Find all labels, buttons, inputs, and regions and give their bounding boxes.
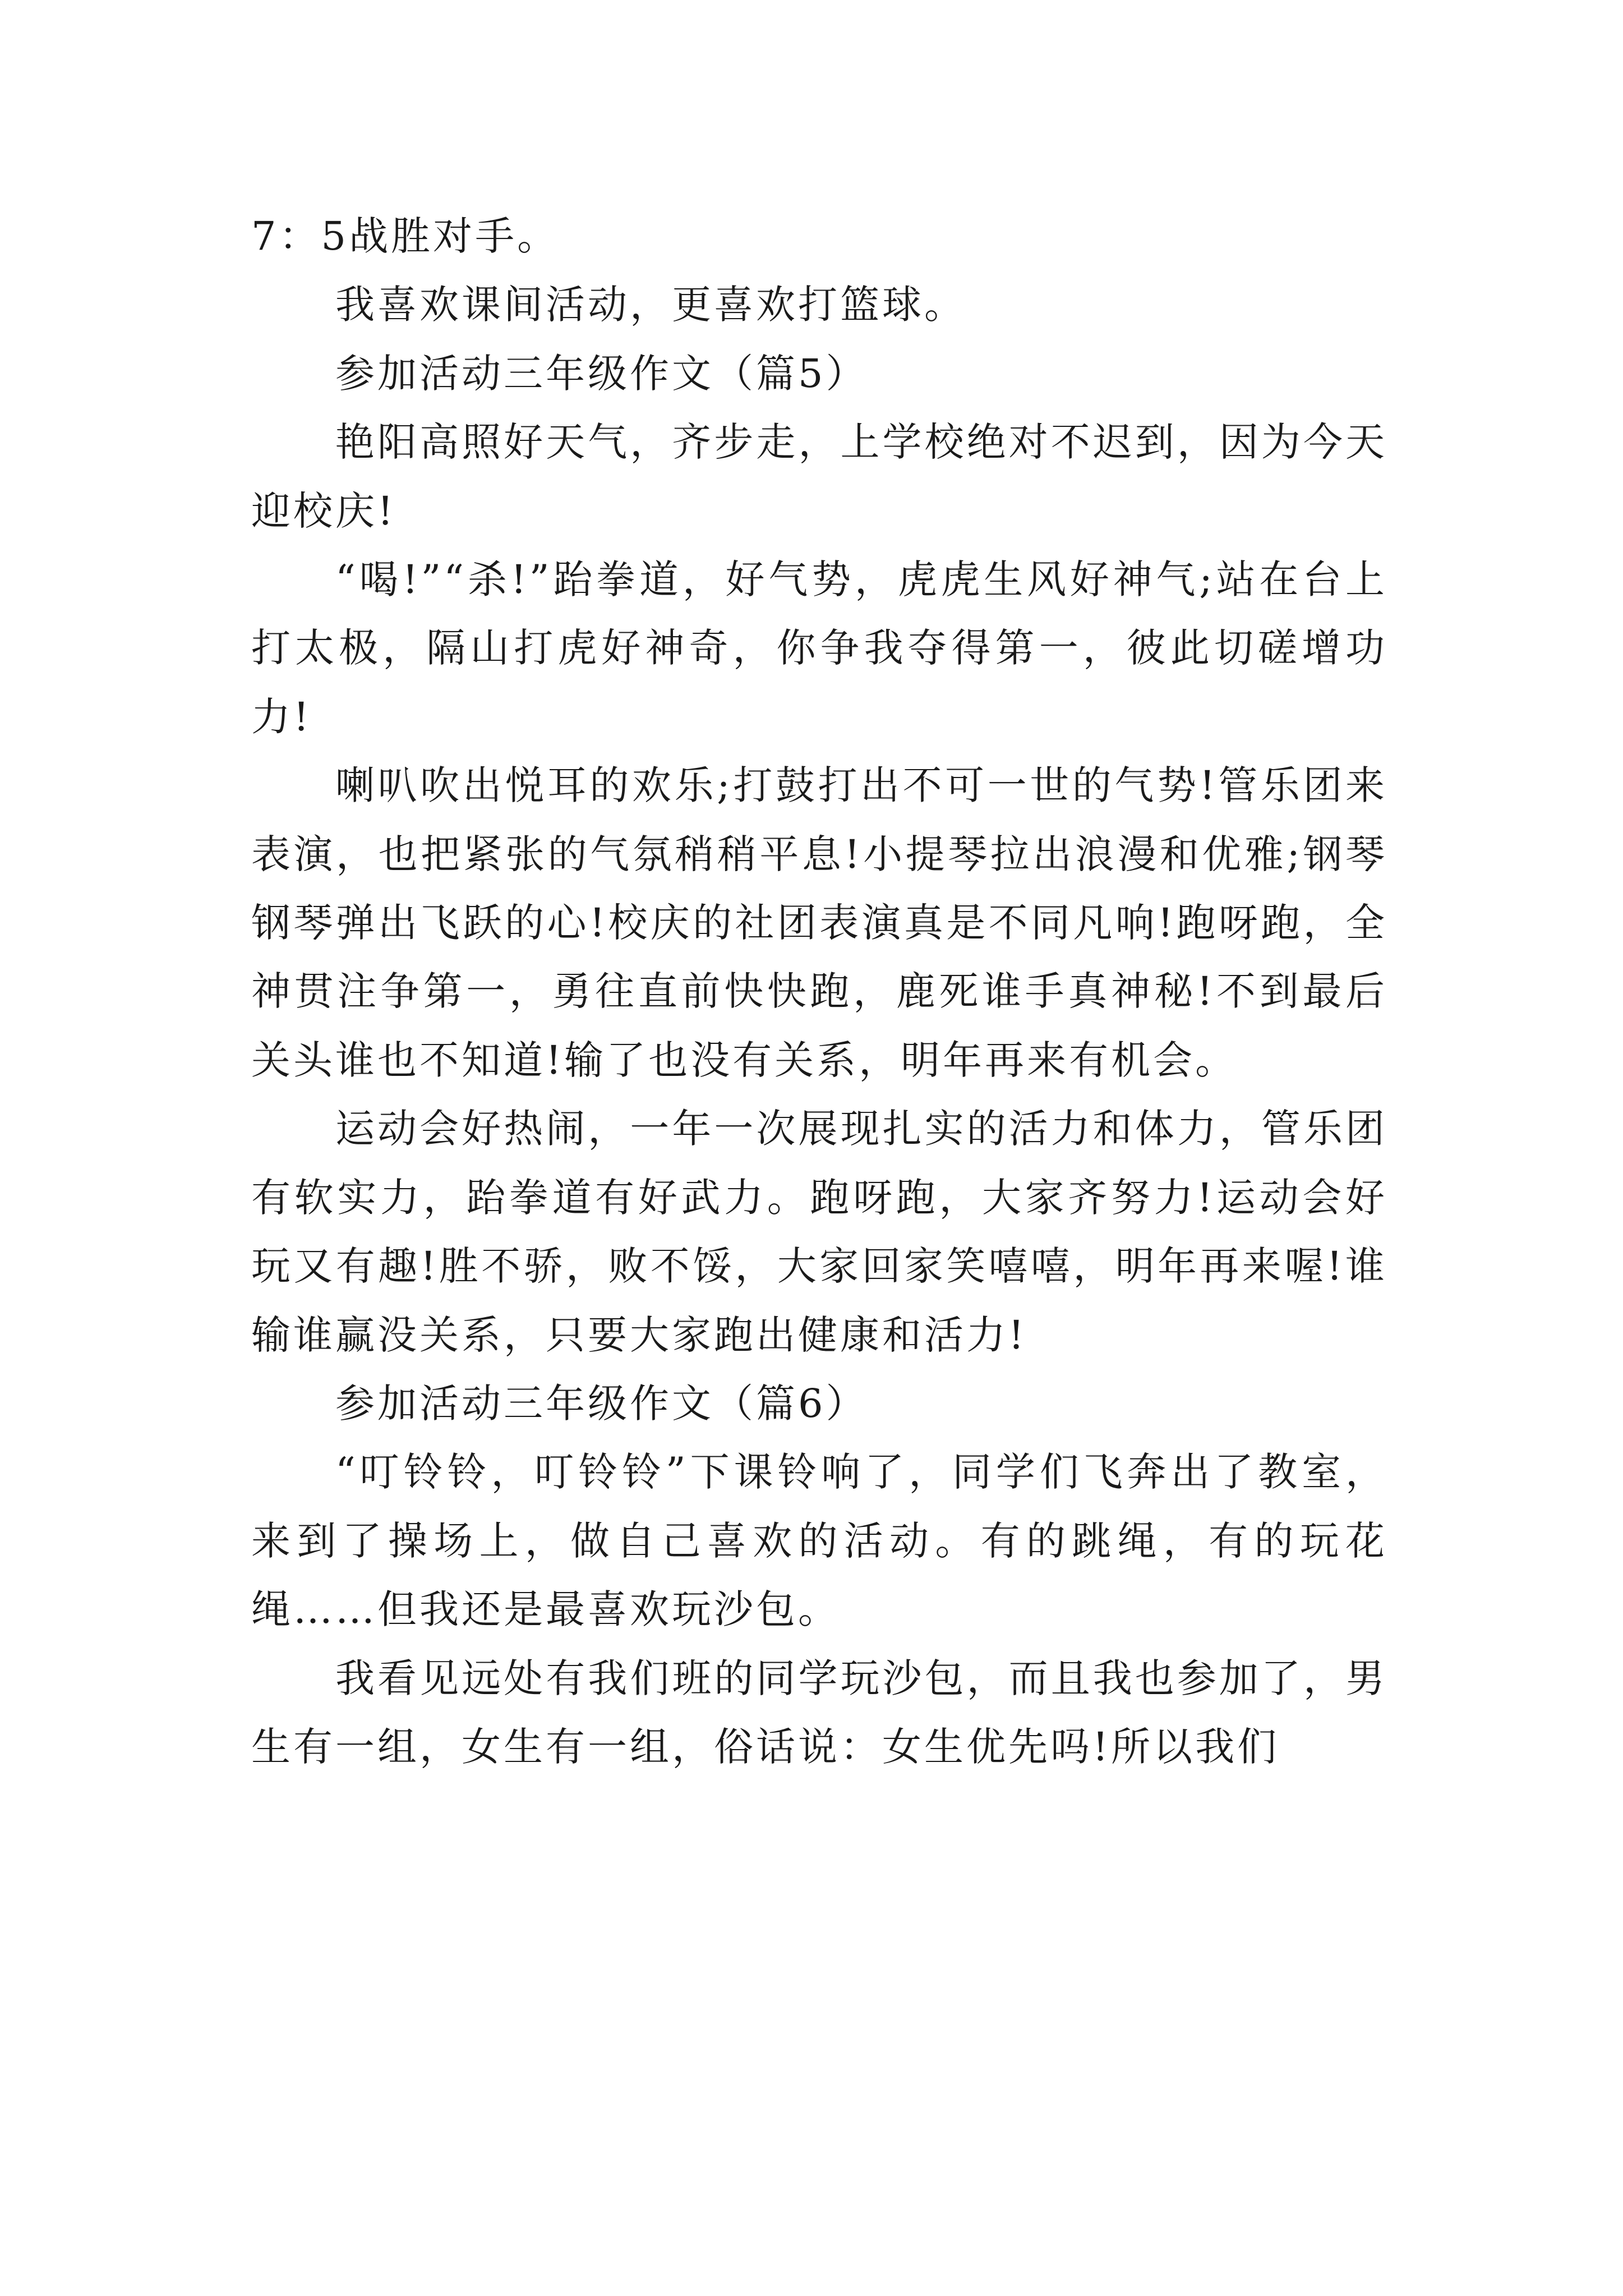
- body-paragraph: 运动会好热闹，一年一次展现扎实的活力和体力，管乐团有软实力，跆拳道有好武力。跑呀跑，大家齐努力!运动会好玩又有趣!胜不骄，败不馁，大家回家笑嘻嘻，明年再来喔!谁输谁赢没关系，只要大家跑出健康和活力!: [251, 1106, 1387, 1358]
- body-paragraph: “喝!”“杀!”跆拳道，好气势，虎虎生风好神气;站在台上打太极，隔山打虎好神奇，你争我夺得第一，彼此切磋增功力!: [251, 556, 1387, 740]
- continuation-paragraph: 7：5战胜对手。: [251, 213, 560, 259]
- body-paragraph: 我喜欢课间活动，更喜欢打篮球。: [335, 282, 966, 328]
- article-body: [251, 202, 1387, 1781]
- section-heading: 参加活动三年级作文（篇6）: [335, 1380, 868, 1427]
- body-paragraph: 喇叭吹出悦耳的欢乐;打鼓打出不可一世的气势!管乐团来表演，也把紧张的气氛稍稍平息!小提琴拉出浪漫和优雅;钢琴钢琴弹出飞跃的心!校庆的社团表演真是不同凡响!跑呀跑，全神贯注争第一，勇往直前快快跑，鹿死谁手真神秘!不到最后关头谁也不知道!输了也没有关系，明年再来有机会。: [251, 762, 1387, 1083]
- body-paragraph: “叮铃铃，叮铃铃”下课铃响了，同学们飞奔出了教室，来到了操场上，做自己喜欢的活动。有的跳绳，有的玩花绳……但我还是最喜欢玩沙包。: [251, 1449, 1387, 1633]
- section-heading: 参加活动三年级作文（篇5）: [335, 350, 868, 397]
- body-paragraph: 艳阳高照好天气，齐步走，上学校绝对不迟到，因为今天迎校庆!: [251, 419, 1387, 534]
- body-paragraph: 我看见远处有我们班的同学玩沙包，而且我也参加了，男生有一组，女生有一组，俗话说：女生优先吗!所以我们: [251, 1655, 1387, 1770]
